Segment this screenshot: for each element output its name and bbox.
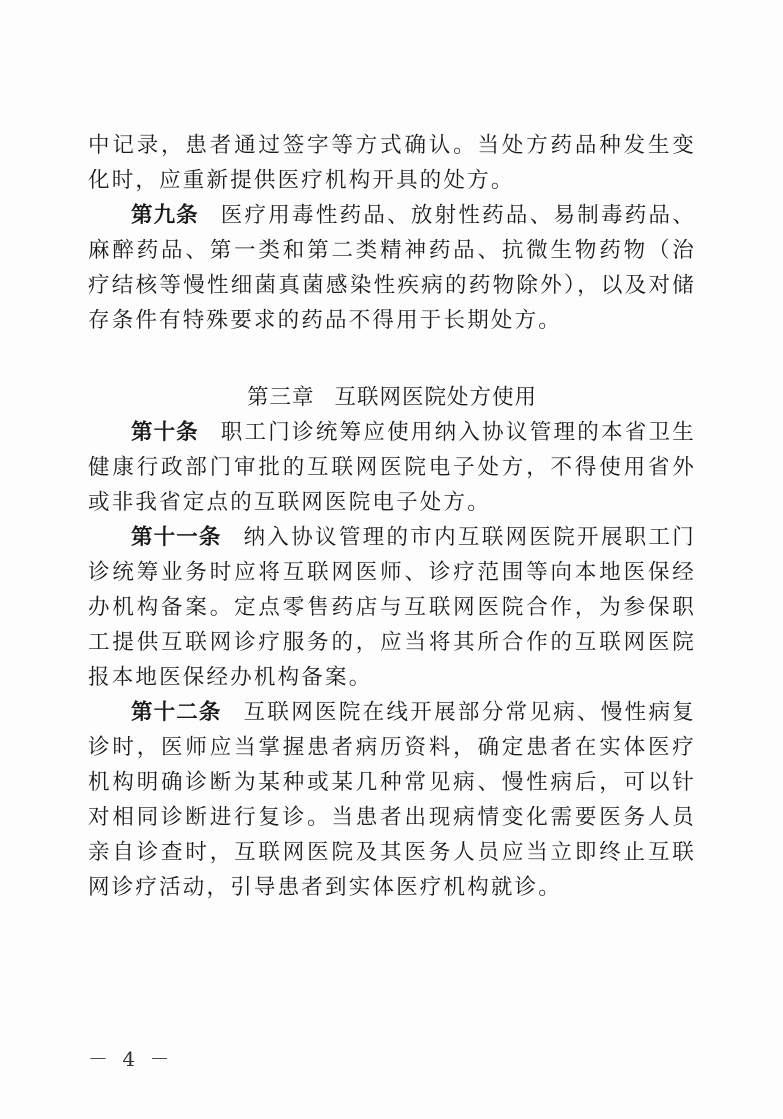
paragraph-text: 中记录，患者通过签字等方式确认。当处方药品种发生变化时，应重新提供医疗机构开具的处方。 (88, 133, 696, 193)
paragraph-continuation (88, 128, 696, 198)
article-9 (88, 198, 696, 338)
article-text: 纳入协议管理的市内互联网医院开展职工门诊统筹业务时应将互联网医师、诊疗范围等向本地医保经办机构备案。定点零售药店与互联网医院合作，为参保职工提供互联网诊疗服务的，应当将其所合作的互联网医院报本地医保经办机构备案。 (88, 525, 696, 690)
article-text: 医疗用毒性药品、放射性药品、易制毒药品、麻醉药品、第一类和第二类精神药品、抗微生物药物（治疗结核等慢性细菌真菌感染性疾病的药物除外），以及对储存条件有特殊要求的药品不得用于长期处方。 (88, 203, 696, 333)
article-10 (88, 415, 696, 520)
article-heading: 第十二条 (131, 700, 222, 725)
page-number: － 4 － (88, 1047, 174, 1071)
chapter-number: 第三章 (246, 385, 315, 410)
document-body (88, 128, 696, 905)
chapter-title: 互联网医院处方使用 (334, 385, 538, 410)
article-12 (88, 695, 696, 905)
article-11 (88, 520, 696, 695)
article-heading: 第十条 (131, 420, 199, 445)
article-text: 互联网医院在线开展部分常见病、慢性病复诊时，医师应当掌握患者病历资料，确定患者在实体医疗机构明确诊断为某种或某几种常见病、慢性病后，可以针对相同诊断进行复诊。当患者出现病情变化需要医务人员亲自诊查时，互联网医院及其医务人员应当立即终止互联网诊疗活动，引导患者到实体医疗机构就诊。 (88, 700, 696, 900)
chapter-heading (88, 380, 696, 415)
article-heading: 第十一条 (131, 525, 222, 550)
article-heading: 第九条 (131, 203, 199, 228)
article-text: 职工门诊统筹应使用纳入协议管理的本省卫生健康行政部门审批的互联网医院电子处方，不得使用省外或非我省定点的互联网医院电子处方。 (88, 420, 696, 515)
